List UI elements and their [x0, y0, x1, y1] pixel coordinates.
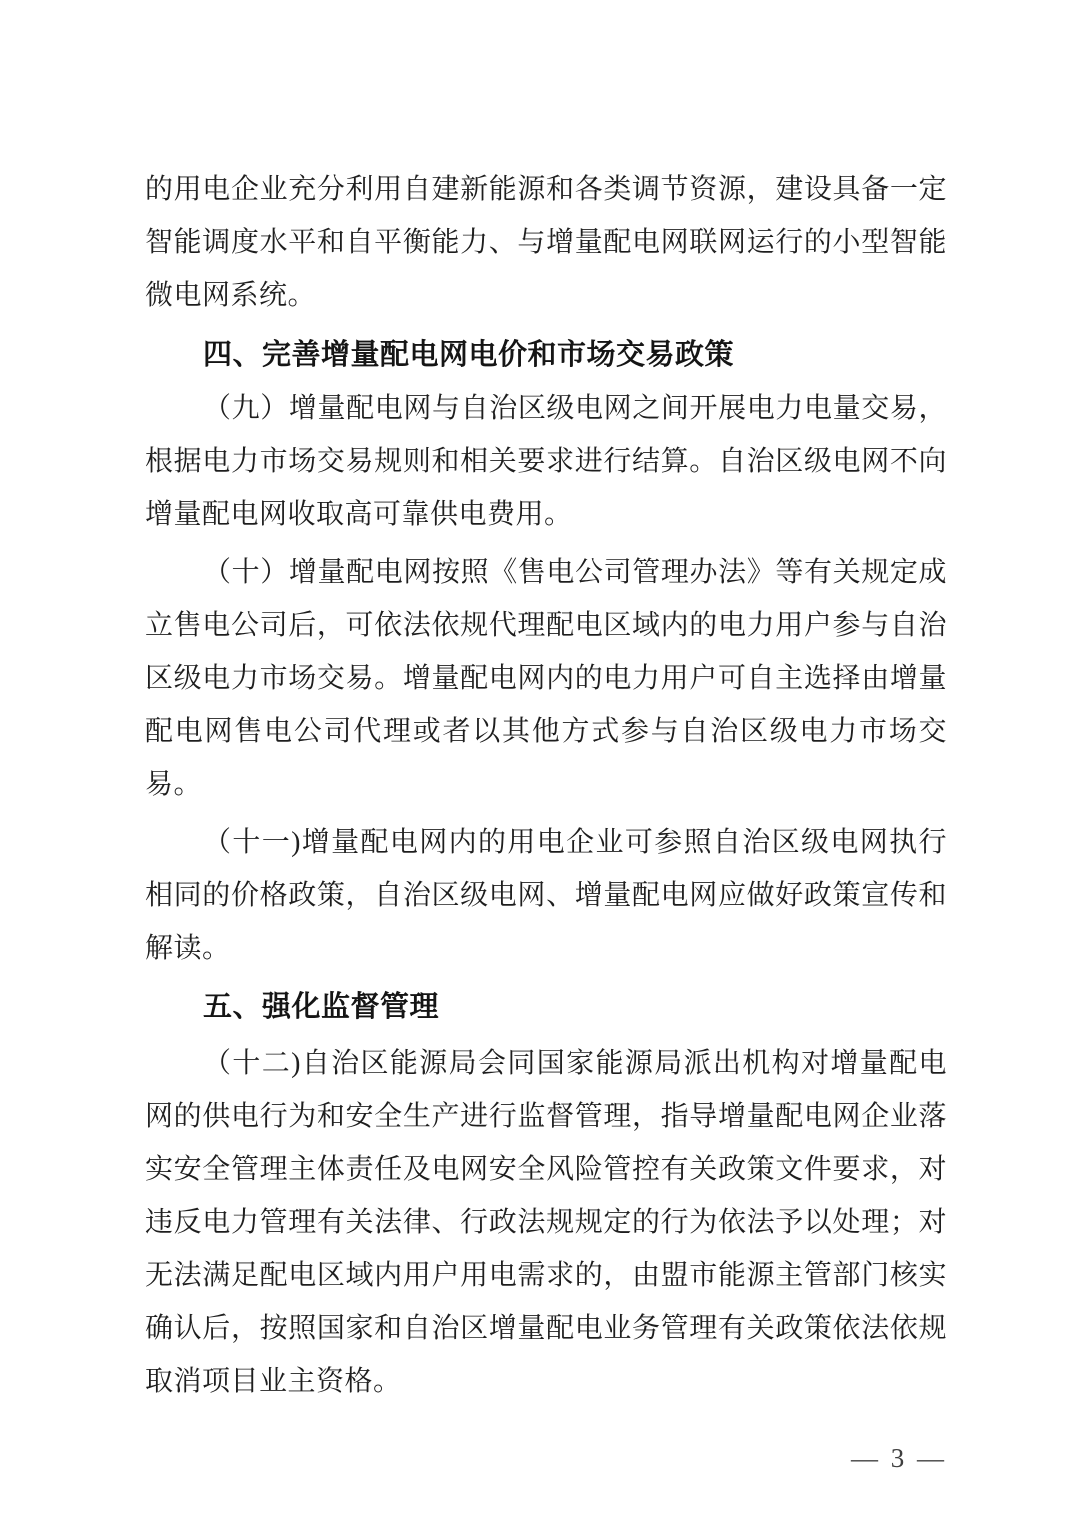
section-heading-text: 五、强化监督管理: [203, 991, 440, 1023]
text-line: 微电网系统。: [145, 280, 317, 311]
section-heading-four: [145, 329, 947, 382]
document-body: [145, 163, 947, 1408]
text-line: 确认后，按照国家和自治区增量配电业务管理有关政策依法依规: [145, 1313, 947, 1344]
text-line: 相同的价格政策，自治区级电网、增量配电网应做好政策宣传和: [145, 880, 947, 911]
text-line: 区级电力市场交易。增量配电网内的电力用户可自主选择由增量: [145, 663, 947, 694]
text-line: 增量配电网收取高可靠供电费用。: [145, 499, 573, 530]
text-line: 违反电力管理有关法律、行政法规规定的行为依法予以处理；对: [145, 1207, 947, 1238]
paragraph-item-12: [145, 1037, 947, 1408]
text-line: 易。: [145, 769, 203, 800]
paragraph-item-11: [145, 816, 947, 975]
page-number: — 3 —: [851, 1443, 947, 1473]
text-line: 实安全管理主体责任及电网安全风险管控有关政策文件要求，对: [145, 1154, 947, 1185]
paragraph-item-10: [145, 546, 947, 811]
text-line: （十）增量配电网按照《售电公司管理办法》等有关规定成: [203, 557, 947, 588]
text-line: 智能调度水平和自平衡能力、与增量配电网联网运行的小型智能: [145, 227, 947, 258]
text-line: 立售电公司后，可依法依规代理配电区域内的电力用户参与自治: [145, 610, 947, 641]
text-line: 的用电企业充分利用自建新能源和各类调节资源，建设具备一定: [145, 174, 947, 205]
text-line: 配电网售电公司代理或者以其他方式参与自治区级电力市场交: [145, 716, 947, 747]
text-line: 无法满足配电区域内用户用电需求的，由盟市能源主管部门核实: [145, 1260, 947, 1291]
text-line: 网的供电行为和安全生产进行监督管理，指导增量配电网企业落: [145, 1101, 947, 1132]
section-heading-text: 四、完善增量配电网电价和市场交易政策: [203, 339, 735, 371]
text-line: 取消项目业主资格。: [145, 1366, 402, 1397]
paragraph-item-9: [145, 382, 947, 541]
section-heading-five: [145, 981, 947, 1034]
text-line: 解读。: [145, 933, 231, 964]
paragraph-continuation: [145, 163, 947, 322]
text-line: 根据电力市场交易规则和相关要求进行结算。自治区级电网不向: [145, 446, 947, 477]
text-line: （十一)增量配电网内的用电企业可参照自治区级电网执行: [203, 827, 947, 858]
text-line: （十二)自治区能源局会同国家能源局派出机构对增量配电: [203, 1048, 947, 1079]
text-line: （九）增量配电网与自治区级电网之间开展电力电量交易，: [203, 393, 947, 424]
